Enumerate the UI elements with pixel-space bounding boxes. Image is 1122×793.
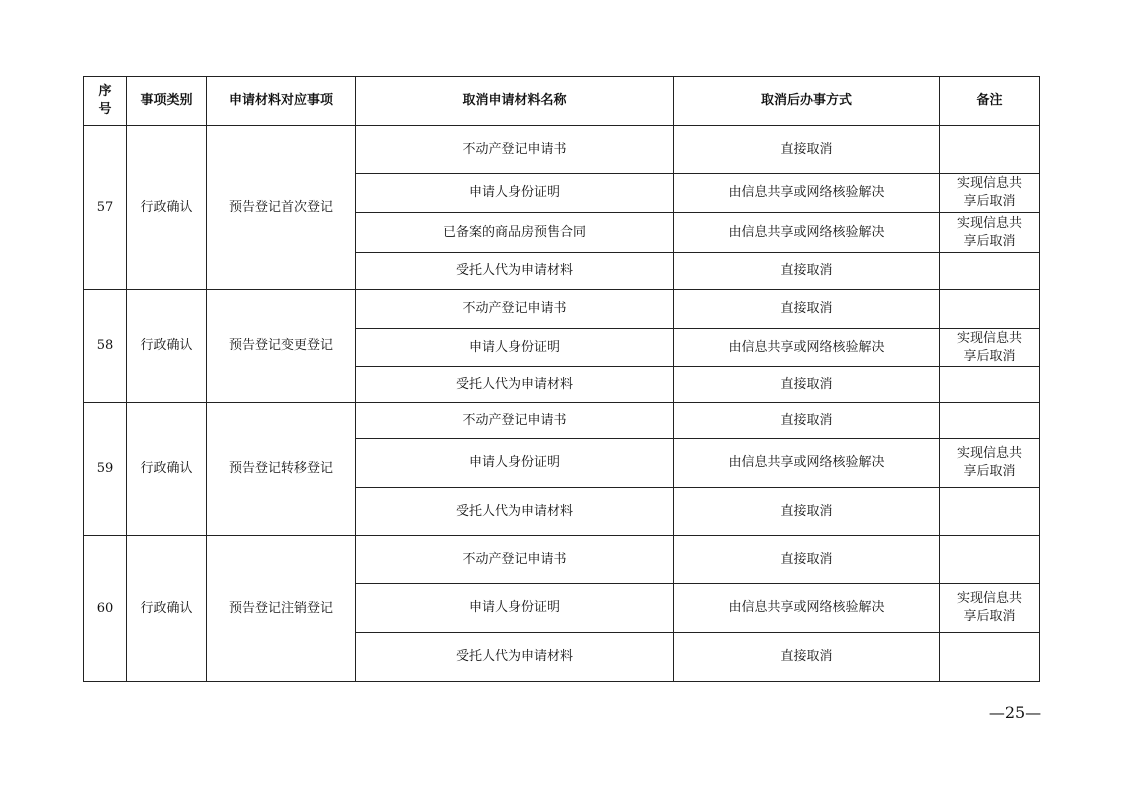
method-cell: 由信息共享或网络核验解决 [674,439,940,488]
table-body [84,126,1040,682]
method-cell: 直接取消 [674,126,940,174]
seq-cell: 59 [84,403,127,536]
material-cell: 申请人身份证明 [356,174,674,213]
method-cell: 由信息共享或网络核验解决 [674,329,940,367]
header-category: 事项类别 [127,77,207,126]
remark-cell [940,403,1040,439]
material-cell: 申请人身份证明 [356,329,674,367]
header-method: 取消后办事方式 [674,77,940,126]
method-cell: 直接取消 [674,290,940,329]
seq-cell: 57 [84,126,127,290]
material-cell: 受托人代为申请材料 [356,253,674,290]
method-cell: 由信息共享或网络核验解决 [674,584,940,633]
category-cell: 行政确认 [127,126,207,290]
remark-cell: 实现信息共享后取消 [940,329,1040,367]
material-cell: 申请人身份证明 [356,439,674,488]
material-cell: 不动产登记申请书 [356,290,674,329]
material-cell: 受托人代为申请材料 [356,633,674,682]
table-row [84,290,1040,329]
header-item: 申请材料对应事项 [207,77,356,126]
item-cell: 预告登记首次登记 [207,126,356,290]
remark-cell [940,488,1040,536]
table-row [84,126,1040,174]
item-cell: 预告登记注销登记 [207,536,356,682]
remark-cell [940,290,1040,329]
header-remark: 备注 [940,77,1040,126]
materials-table [83,76,1040,682]
remark-cell [940,367,1040,403]
remark-cell: 实现信息共享后取消 [940,174,1040,213]
header-row [84,77,1040,126]
material-cell: 申请人身份证明 [356,584,674,633]
remark-cell: 实现信息共享后取消 [940,213,1040,253]
remark-cell [940,253,1040,290]
material-cell: 受托人代为申请材料 [356,488,674,536]
seq-cell: 60 [84,536,127,682]
material-cell: 不动产登记申请书 [356,536,674,584]
seq-cell: 58 [84,290,127,403]
method-cell: 直接取消 [674,403,940,439]
method-cell: 由信息共享或网络核验解决 [674,213,940,253]
category-cell: 行政确认 [127,403,207,536]
material-cell: 已备案的商品房预售合同 [356,213,674,253]
method-cell: 由信息共享或网络核验解决 [674,174,940,213]
item-cell: 预告登记变更登记 [207,290,356,403]
remark-cell [940,536,1040,584]
header-seq: 序号 [84,77,127,126]
item-cell: 预告登记转移登记 [207,403,356,536]
remark-cell: 实现信息共享后取消 [940,584,1040,633]
method-cell: 直接取消 [674,536,940,584]
remark-cell [940,633,1040,682]
method-cell: 直接取消 [674,488,940,536]
page-number: —25— [988,703,1042,722]
table-row [84,536,1040,584]
material-cell: 不动产登记申请书 [356,403,674,439]
material-cell: 不动产登记申请书 [356,126,674,174]
method-cell: 直接取消 [674,253,940,290]
material-cell: 受托人代为申请材料 [356,367,674,403]
remark-cell: 实现信息共享后取消 [940,439,1040,488]
remark-cell [940,126,1040,174]
category-cell: 行政确认 [127,290,207,403]
table-row [84,403,1040,439]
method-cell: 直接取消 [674,633,940,682]
category-cell: 行政确认 [127,536,207,682]
method-cell: 直接取消 [674,367,940,403]
header-material: 取消申请材料名称 [356,77,674,126]
